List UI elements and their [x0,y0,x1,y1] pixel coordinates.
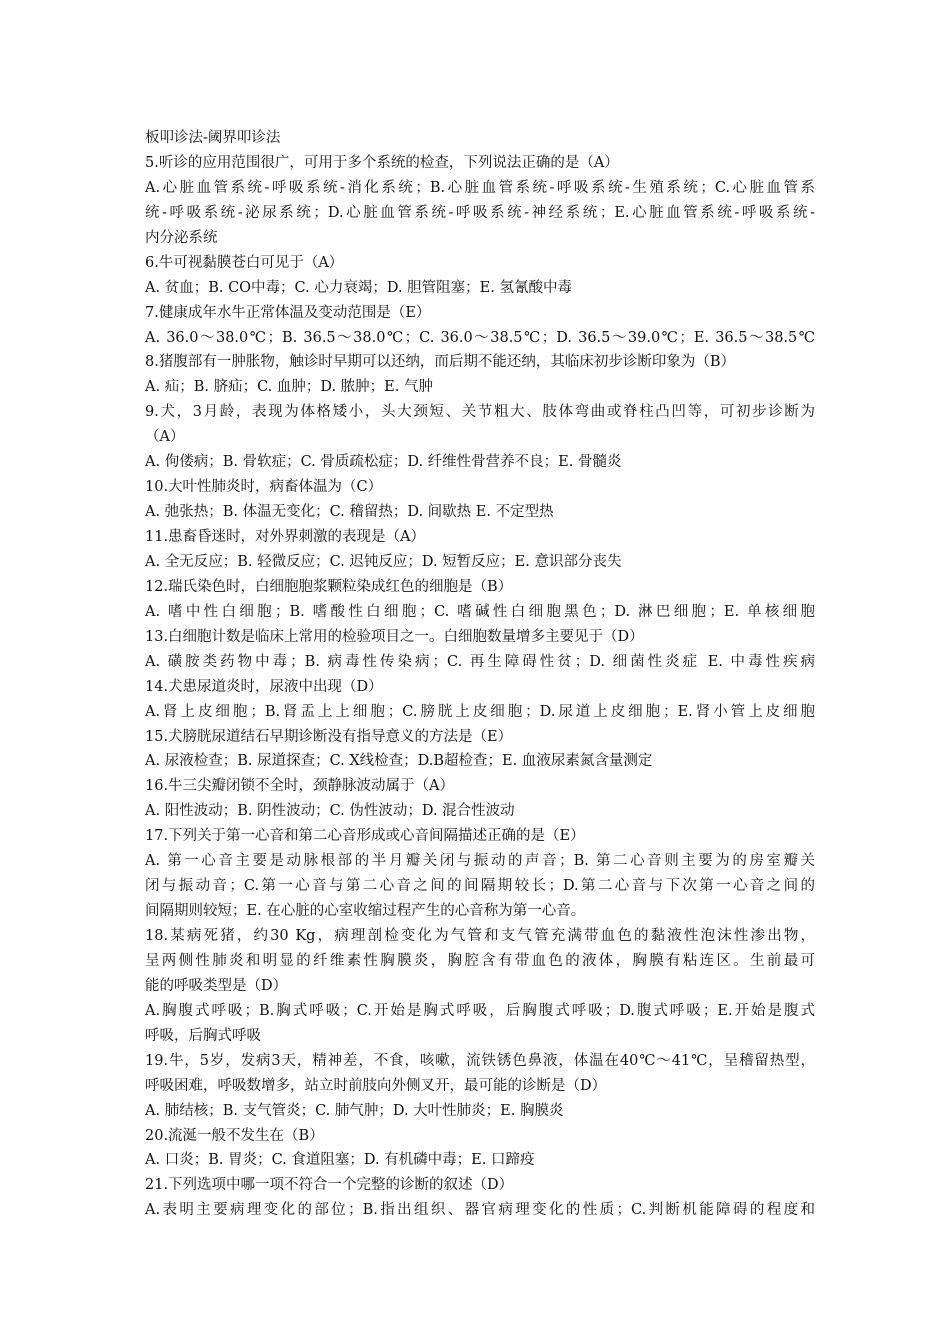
text-line: A. 全无反应；B. 轻微反应；C. 迟钝反应；D. 短暂反应；E. 意识部分丧失 [145,553,622,570]
text-line: 6.牛可视黏膜苍白可见于（A） [145,254,344,271]
text-line: A. 嗜中性白细胞；B. 嗜酸性白细胞；C. 嗜碱性白细胞黑色；D. 淋巴细胞；E. 单核细胞 [145,603,815,620]
text-line: 板叩诊法-阈界叩诊法 [145,130,281,146]
text-line: 18.某病死猪，约30 Kg，病理剖检变化为气管和支气管充满带血色的黏液性泡沫性渗出物， [145,928,815,944]
text-line: A. 阳性波动；B. 阴性波动；C. 伪性波动；D. 混合性波动 [145,803,515,820]
text-line: （A） [145,429,185,446]
text-line: 呼吸困难，呼吸数增多，站立时前肢向外侧叉开，最可能的诊断是（D） [145,1077,607,1094]
text-line: A.心脏血管系统-呼吸系统-消化系统；B.心脏血管系统-呼吸系统-生殖系统；C.心脏血管系 [145,179,815,196]
text-line: A. 弛张热；B. 体温无变化；C. 稽留热；D. 间歇热 E. 不定型热 [145,504,554,521]
text-line: 呈两侧性肺炎和明显的纤维素性胸膜炎，胸腔含有带血色的液体，胸膜有粘连区。生前最可 [145,952,815,969]
text-line: 9.犬，3月龄，表现为体格矮小，头大颈短、关节粗大、肢体弯曲或脊柱凸凹等，可初步诊断为 [145,404,815,421]
text-line: 15.犬膀胱尿道结石早期诊断没有指导意义的方法是（E） [145,728,513,745]
text-line: A. 疝；B. 脐疝；C. 血肿；D. 脓肿；E. 气肿 [145,379,433,396]
text-line: 间隔期则较短；E. 在心脏的心室收缩过程产生的心音称为第一心音。 [145,903,586,920]
text-line: 12.瑞氏染色时，白细胞胞浆颗粒染成红色的细胞是（B） [145,578,513,595]
text-line: 21.下列选项中哪一项不符合一个完整的诊断的叙述（D） [145,1177,514,1194]
text-line: 13.白细胞计数是临床上常用的检验项目之一。白细胞数量增多主要见于（D） [145,628,644,645]
text-line: 16.牛三尖瓣闭锁不全时，颈静脉波动属于（A） [145,778,455,795]
text-line: A. 36.0～38.0℃；B. 36.5～38.0℃；C. 36.0～38.5℃；D. 36.5～39.0℃；E. 36.5～38.5℃ [145,329,815,346]
text-line: A. 尿液检查；B. 尿道探查；C. X线检查；D.B超检查；E. 血液尿素氮含量测定 [145,753,653,770]
text-line: 19.牛，5岁，发病3天，精神差，不食，咳嗽，流铁锈色鼻液，体温在40℃～41℃，呈稽留热型， [145,1052,815,1069]
text-line: A. 第一心音主要是动脉根部的半月瓣关闭与振动的声音；B. 第二心音则主要为的房室瓣关 [145,853,815,870]
text-line: A.表明主要病理变化的部位；B.指出组织、器官病理变化的性质；C.判断机能障碍的程度和 [145,1202,815,1219]
text-line: 7.健康成年水牛正常体温及变动范围是（E） [145,304,431,321]
text-line: 呼吸，后胸式呼吸 [145,1027,261,1044]
text-line: 闭与振动音；C.第一心音与第二心音之间的间隔期较长；D.第二心音与下次第一心音之间的 [145,878,815,895]
text-line: 能的呼吸类型是（D） [145,977,288,994]
text-line: A.肾上皮细胞；B.肾盂上上细胞；C.膀胱上皮细胞；D.尿道上皮细胞；E.肾小管上皮细胞 [145,703,815,720]
text-line: A.胸腹式呼吸；B.胸式呼吸；C.开始是胸式呼吸，后胸腹式呼吸；D.腹式呼吸；E.开始是腹式 [145,1002,815,1019]
text-line: 14.犬患尿道炎时，尿液中出现（D） [145,678,383,695]
document-page [145,126,815,1223]
text-line: A. 磺胺类药物中毒；B. 病毒性传染病；C. 再生障碍性贫；D. 细菌性炎症 E. 中毒性疾病 [145,653,815,670]
text-line: 8.猪腹部有一肿胀物，触诊时早期可以还纳，而后期不能还纳，其临床初步诊断印象为（B） [145,354,735,371]
text-line: A. 贫血；B. CO中毒；C. 心力衰竭；D. 胆管阻塞；E. 氢氰酸中毒 [145,279,572,296]
text-line: 10.大叶性肺炎时，病畜体温为（C） [145,479,383,496]
text-line: 11.患畜昏迷时，对外界刺激的表现是（A） [145,529,426,545]
text-line: 内分泌系统 [145,229,218,246]
text-line: A. 口炎；B. 胃炎；C. 食道阻塞；D. 有机磷中毒；E. 口蹄疫 [145,1152,535,1169]
text-line: 17.下列关于第一心音和第二心音形成或心音间隔描述正确的是（E） [145,828,585,845]
text-line: A. 肺结核；B. 支气管炎；C. 肺气肿；D. 大叶性肺炎；E. 胸膜炎 [145,1102,564,1119]
text-line: 20.流涎一般不发生在（B） [145,1127,324,1144]
text-line: 5.听诊的应用范围很广，可用于多个系统的检查，下列说法正确的是（A） [145,154,619,171]
text-line: A. 佝偻病；B. 骨软症；C. 骨质疏松症；D. 纤维性骨营养不良；E. 骨髓炎 [145,454,622,471]
text-line: 统-呼吸系统-泌尿系统；D.心脏血管系统-呼吸系统-神经系统；E.心脏血管系统-呼吸系统- [145,204,815,221]
